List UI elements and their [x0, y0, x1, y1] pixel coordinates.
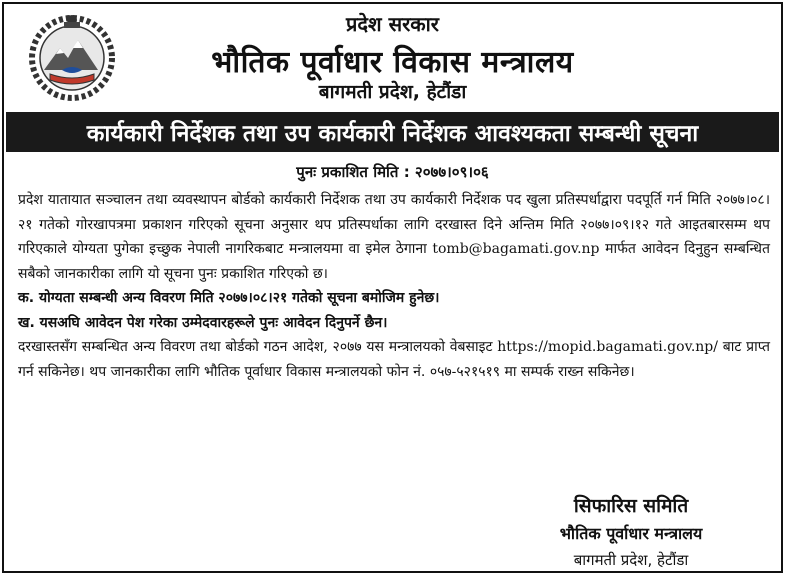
letterhead [4, 4, 781, 110]
notice-point-ka: क. योग्यता सम्बन्धी अन्य विवरण मिति २०७७।०८।२१ गतेको सूचना बमोजिम हुनेछ। [18, 290, 440, 306]
notice-title: कार्यकारी निर्देशक तथा उप कार्यकारी निर्देशक आवश्यकता सम्बन्धी सूचना [86, 121, 699, 147]
notice-paragraph-2: दरखास्तसँग सम्बन्धित अन्य विवरण तथा बोर्डको गठन आदेश, २०७७ यस मन्त्रालयको वेबसाइट https://mopid.bagamati.gov.np/ बाट प्राप्त गर्न सकिनेछ। थप जानकारीका लागि भौतिक पूर्वाधार विकास मन्त्रालयको फोन नं. ०५७-५२१५१९ मा सम्पर्क राख्न सकिनेछ। [18, 339, 770, 380]
signature-location: बागमती प्रदेश, हेटौंडा [573, 551, 689, 569]
ministry-name: भौतिक पूर्वाधार विकास मन्त्रालय [211, 45, 574, 80]
notice-frame [2, 2, 783, 573]
signature-ministry: भौतिक पूर्वाधार मन्त्रालय [559, 524, 703, 543]
notice-body [18, 188, 770, 384]
notice-paragraph-1: प्रदेश यातायात सञ्चालन तथा व्यवस्थापन बोर्डको कार्यकारी निर्देशक तथा उप कार्यकारी निर्देशक पद खुला प्रतिस्पर्धाद्वारा पदपूर्ति गर्न मिति २०७७।०८।२१ गतेको गोरखापत्रमा प्रकाशन गरिएको सूचना अनुसार थप प्रतिस्पर्धाका लागि दरखास्त दिने अन्तिम मिति २०७७।०९।१२ गते आइतबारसम्म थप गरिएकाले योग्यता पुगेका इच्छुक नेपाली नागरिकबाट मन्त्रालयमा वा इमेल ठेगाना tomb@bagamati.gov.np मार्फत आवेदन दिनुहुन सम्बन्धित सबैको जानकारीका लागि यो सूचना पुनः प्रकाशित गरिएको छ। [18, 192, 770, 282]
signature-block [501, 492, 761, 570]
ministry-location: बागमती प्रदेश, हेटौंडा [318, 81, 467, 103]
committee-name: सिफारिस समिति [573, 495, 689, 517]
notice-point-kha: ख. यसअघि आवेदन पेश गरेका उम्मेदवारहरूले पुनः आवेदन दिनुपर्ने छैन। [18, 314, 388, 331]
province-government-title: प्रदेश सरकार [346, 12, 439, 36]
notice-title-banner [6, 112, 779, 152]
republished-date: पुनः प्रकाशित मिति : २०७७।०९।०६ [296, 163, 489, 181]
